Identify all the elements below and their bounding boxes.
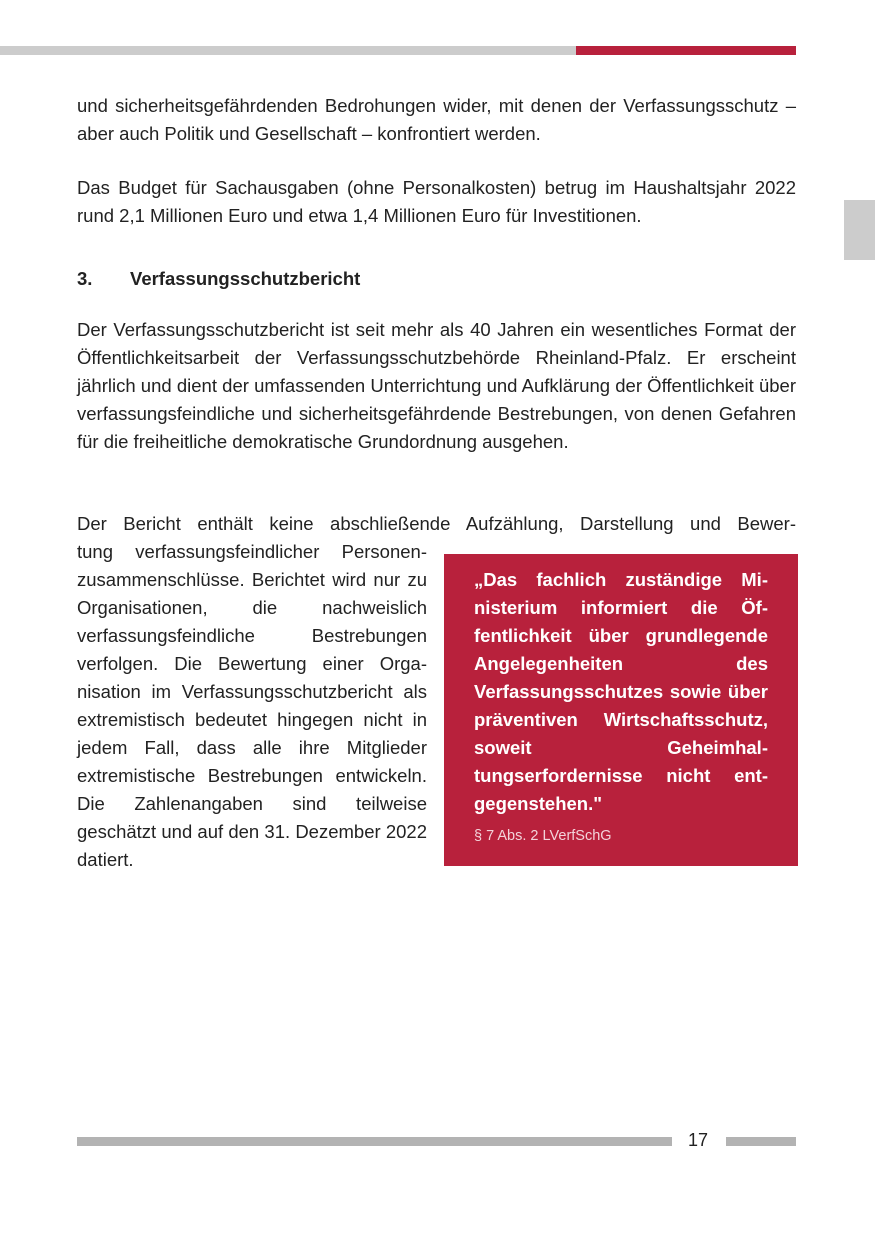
quote-box bbox=[444, 554, 798, 866]
quote-text: „Das fachlich zuständige Ministerium informiert die Öffentlichkeit über grundlegende Angelegenheiten des Verfassungsschutzes sowie über präventiven Wirtschaftsschutz, soweit Geheimhaltungserfordernisse nicht entgegenstehen." bbox=[474, 569, 768, 814]
footer-bar-right bbox=[726, 1137, 796, 1146]
section-title: Verfassungsschutzbericht bbox=[130, 268, 361, 289]
section-heading bbox=[77, 265, 360, 293]
page-number: 17 bbox=[687, 1130, 709, 1150]
footer-bar-left bbox=[77, 1137, 672, 1146]
quote-source: § 7 Abs. 2 LVerfSchG bbox=[474, 828, 612, 844]
paragraph-3: Der Verfassungsschutzbericht ist seit mehr als 40 Jahren ein wesentliches Format der Öffentlichkeitsarbeit der Verfassungsschutzbehörde Rheinland-Pfalz. Er erscheint jährlich und dient der umfassenden Unterrichtung und Aufklärung der Öffentlichkeit über verfassungsfeindliche und sicherheitsgefährdende Bestrebungen, von denen Gefahren für die freiheitliche demokratische Grundordnung ausgehen. bbox=[77, 319, 796, 452]
paragraph-5: tung verfassungsfeindlicher Personenzusammenschlüsse. Berichtet wird nur zu Organisationen, die nachweislich verfassungsfeindliche Bestrebungen verfolgen. Die Bewertung einer Organisation im Verfassungsschutzbericht als extremistisch bedeutet hingegen nicht in jedem Fall, dass alle ihre Mitglieder extremistische Bestrebungen entwickeln. Die Zahlenangaben sind teilweise geschätzt und auf den 31. Dezember 2022 datiert. bbox=[77, 541, 427, 870]
paragraph-4: Der Bericht enthält keine abschließende Aufzählung, Darstellung und Bewer- bbox=[77, 513, 796, 534]
header-bar-gray bbox=[0, 46, 576, 55]
header-bar-accent bbox=[576, 46, 796, 55]
paragraph-2: Das Budget für Sachausgaben (ohne Personalkosten) betrug im Haushaltsjahr 2022 rund 2,1 Millionen Euro und etwa 1,4 Millionen Euro für Investitionen. bbox=[77, 177, 796, 226]
paragraph-1: und sicherheitsgefährdenden Bedrohungen wider, mit denen der Verfassungsschutz – aber auch Politik und Gesellschaft – konfrontiert werden. bbox=[77, 95, 796, 144]
section-number: 3. bbox=[77, 268, 93, 289]
side-tab-marker bbox=[844, 200, 875, 260]
